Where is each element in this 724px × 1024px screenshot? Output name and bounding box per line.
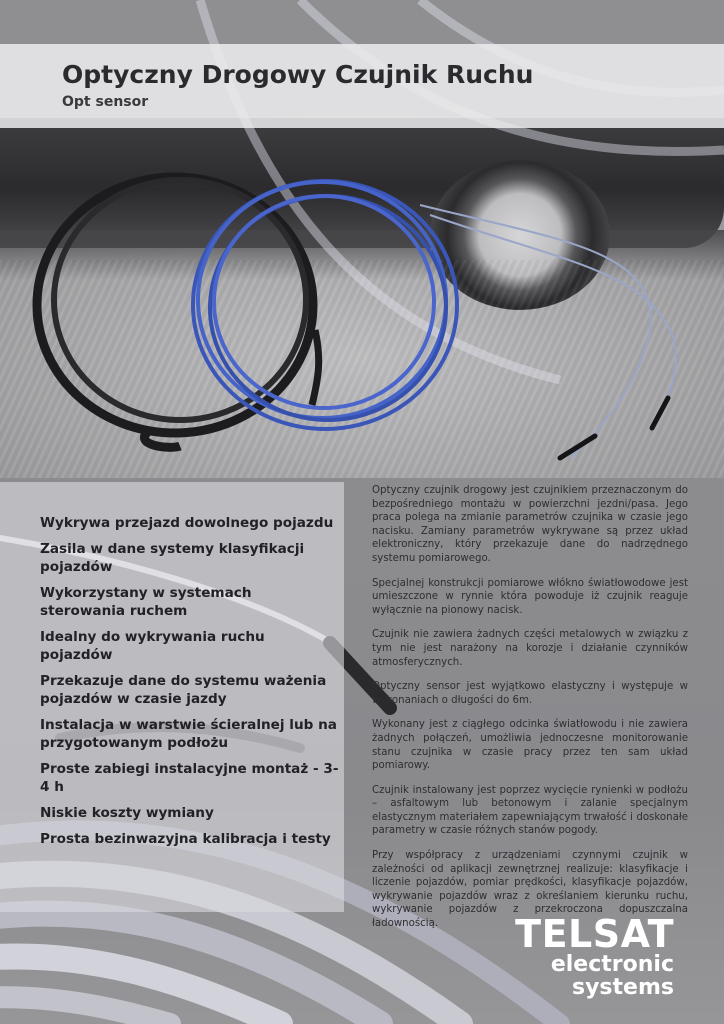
- fiber-tails: [420, 205, 676, 458]
- feature-item: Instalacja w warstwie ścieralnej lub na przygotowanym podłożu: [40, 717, 337, 751]
- title-band: [0, 44, 724, 128]
- feature-item: Proste zabiegi instalacyjne montaż - 3-4 h: [40, 761, 339, 795]
- feature-item: Przekazuje dane do systemu ważenia pojazdów w czasie jazdy: [40, 673, 327, 707]
- feature-item: Idealny do wykrywania ruchu pojazdów: [40, 629, 265, 663]
- description-paragraph: Optyczny sensor jest wyjątkowo elastyczny i występuje w wykonaniach o długości do 6m.: [372, 681, 688, 706]
- hero-photo: [0, 0, 724, 478]
- description-paragraph: Optyczny czujnik drogowy jest czujnikiem przeznaczonym do bezpośredniego montażu w powierzchni jezdni/pasa. Jego praca polega na zmianie parametrów czujnika w czasie jego nacisku. Zamiany parametrów wykrywane są przez układ elektroniczny, który przekazuje dane do nadrzędnego systemu pomiarowego.: [372, 485, 688, 564]
- feature-item: Wykrywa przejazd dowolnego pojazdu: [40, 515, 334, 531]
- brand-tagline-2: systems: [572, 975, 674, 1000]
- connector-icon: [560, 398, 668, 458]
- feature-item: Prosta bezinwazyjna kalibracja i testy: [40, 831, 331, 847]
- description-text: [372, 484, 688, 942]
- feature-item: Wykorzystany w systemach sterowania ruchem: [40, 585, 252, 619]
- brand-name: TELSAT: [515, 912, 674, 956]
- feature-item: Niskie koszty wymiany: [40, 805, 214, 821]
- description-paragraph: Przy współpracy z urządzeniami czynnymi czujnik w zależności od aplikacji zewnętrznej realizuje: klasyfikacje i liczenie pojazdów, pomiar prędkości, klasyfikacje pojazdów, wykrywanie pojazdów wraz z określaniem kierunku ruchu, wykrywanie pojazdów z przekroczona dopuszczalna ładownością.: [372, 850, 688, 930]
- description-paragraph: Specjalnej konstrukcji pomiarowe włókno światłowodowe jest umieszczone w rynnie która powoduje iż czujnik reaguje wyłącznie na pionowy nacisk.: [372, 577, 688, 616]
- description-paragraph: Czujnik instalowany jest poprzez wycięcie rynienki w podłożu – asfaltowym lub betonowym i zalanie specjalnym elastycznym materiałem zapewniającym trwałość i doskonałe parametry w czasie różnych stanów pogody.: [372, 784, 688, 837]
- brand-tagline-1: electronic: [550, 952, 674, 977]
- page-subtitle: Opt sensor: [62, 94, 149, 110]
- blue-sensor-cable: [193, 181, 457, 429]
- features-list: [40, 514, 340, 856]
- page-title: Optyczny Drogowy Czujnik Ruchu: [62, 60, 534, 89]
- description-paragraph: Wykonany jest z ciągłego odcinka światłowodu i nie zawiera żadnych połączeń, umożliwia jednoczesne monitorowanie stanu czujnika w czasie pracy przez ten sam układ pomiarowy.: [372, 719, 688, 772]
- description-paragraph: Czujnik nie zawiera żadnych części metalowych w związku z tym nie jest narażony na korozje i działanie czynników atmosferycznych.: [372, 629, 688, 668]
- feature-item: Zasila w dane systemy klasyfikacji pojazdów: [40, 541, 305, 575]
- telsat-logo: [480, 914, 674, 1000]
